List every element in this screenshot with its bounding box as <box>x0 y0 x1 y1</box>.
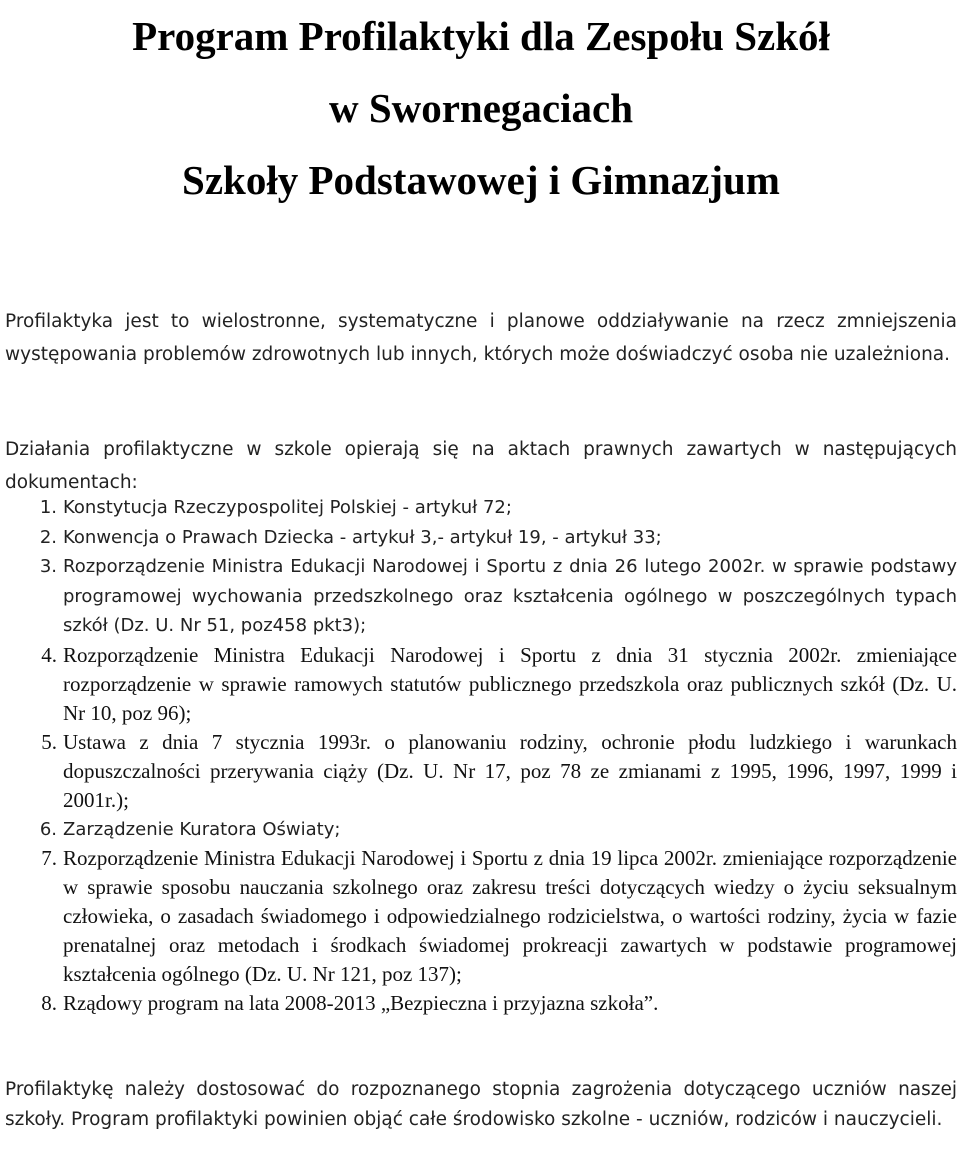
legal-basis-paragraph: Działania profilaktyczne w szkole opierają się na aktach prawnych zawartych w następujących dokumentach: <box>5 439 957 493</box>
list-item <box>5 523 957 553</box>
list-item <box>5 815 957 845</box>
document-page <box>5 0 957 1130</box>
list-item-text: Rozporządzenie Ministra Edukacji Narodowej i Sportu z dnia 26 lutego 2002r. w sprawie podstawy programowej wychowania przedszkolnego oraz kształcenia ogólnego w poszczególnych typach szkół (Dz. U. Nr 51, poz458 pkt3); <box>63 556 957 636</box>
list-item-text: Konstytucja Rzeczypospolitej Polskiej - artykuł 72; <box>63 497 512 518</box>
list-item-text: Rozporządzenie Ministra Edukacji Narodowej i Sportu z dnia 31 stycznia 2002r. zmieniające rozporządzenie w sprawie ramowych statutów publicznego przedszkola oraz publicznych szkół (Dz. U. Nr 10, poz 96); <box>63 642 957 725</box>
list-item-number: 4. <box>41 642 57 667</box>
list-item-text: Konwencja o Prawach Dziecka - artykuł 3,- artykuł 19, - artykuł 33; <box>63 526 662 548</box>
list-item <box>5 552 957 641</box>
list-item-number: 8. <box>41 991 57 1015</box>
list-item <box>5 989 957 1018</box>
list-item-text: Zarządzenie Kuratora Oświaty; <box>63 818 341 840</box>
list-item-number: 7. <box>41 846 57 870</box>
list-item <box>5 493 957 523</box>
list-item-number: 5. <box>41 729 57 754</box>
closing-paragraph: Profilaktykę należy dostosować do rozpoznanego stopnia zagrożenia dotyczącego uczniów naszej szkoły. Program profilaktyki powinien objąć całe środowisko szkolne - uczniów, rodziców i nauczycieli. <box>5 1079 957 1130</box>
document-title <box>5 0 957 216</box>
list-item <box>5 844 957 989</box>
title-line-1: Program Profilaktyki dla Zespołu Szkół <box>132 13 830 59</box>
list-item <box>5 641 957 728</box>
list-item <box>5 728 957 815</box>
list-item-number: 3. <box>39 556 57 577</box>
title-line-2: w Swornegaciach <box>328 85 634 131</box>
list-item-text: Rządowy program na lata 2008-2013 „Bezpieczna i przyjazna szkoła”. <box>63 991 659 1015</box>
list-item-number: 2. <box>39 526 57 548</box>
documents-list <box>5 493 957 1018</box>
intro-paragraph: Profilaktyka jest to wielostronne, systematyczne i planowe oddziaływanie na rzecz zmniejszenia występowania problemów zdrowotnych lub innych, których może doświadczyć osoba nie uzależniona. <box>5 311 957 365</box>
list-item-text: Ustawa z dnia 7 stycznia 1993r. o planowaniu rodziny, ochronie płodu ludzkiego i warunkach dopuszczalności przerywania ciąży (Dz. U. Nr 17, poz 78 ze zmianami z 1995, 1996, 1997, 1999 i 2001r.); <box>63 729 957 812</box>
list-item-number: 1. <box>39 497 57 518</box>
title-line-3: Szkoły Podstawowej i Gimnazjum <box>182 157 780 203</box>
list-item-text: Rozporządzenie Ministra Edukacji Narodowej i Sportu z dnia 19 lipca 2002r. zmieniające rozporządzenie w sprawie sposobu nauczania szkolnego oraz zakresu treści dotyczących wiedzy o życiu seksualnym człowieka, o zasadach świadomego i odpowiedzialnego rodzicielstwa, o wartości rodziny, życia w fazie prenatalnej oraz metodach i środkach świadomej prokreacji zawartych w podstawie programowej kształcenia ogólnego (Dz. U. Nr 121, poz 137); <box>63 846 957 986</box>
list-item-number: 6. <box>39 818 57 840</box>
